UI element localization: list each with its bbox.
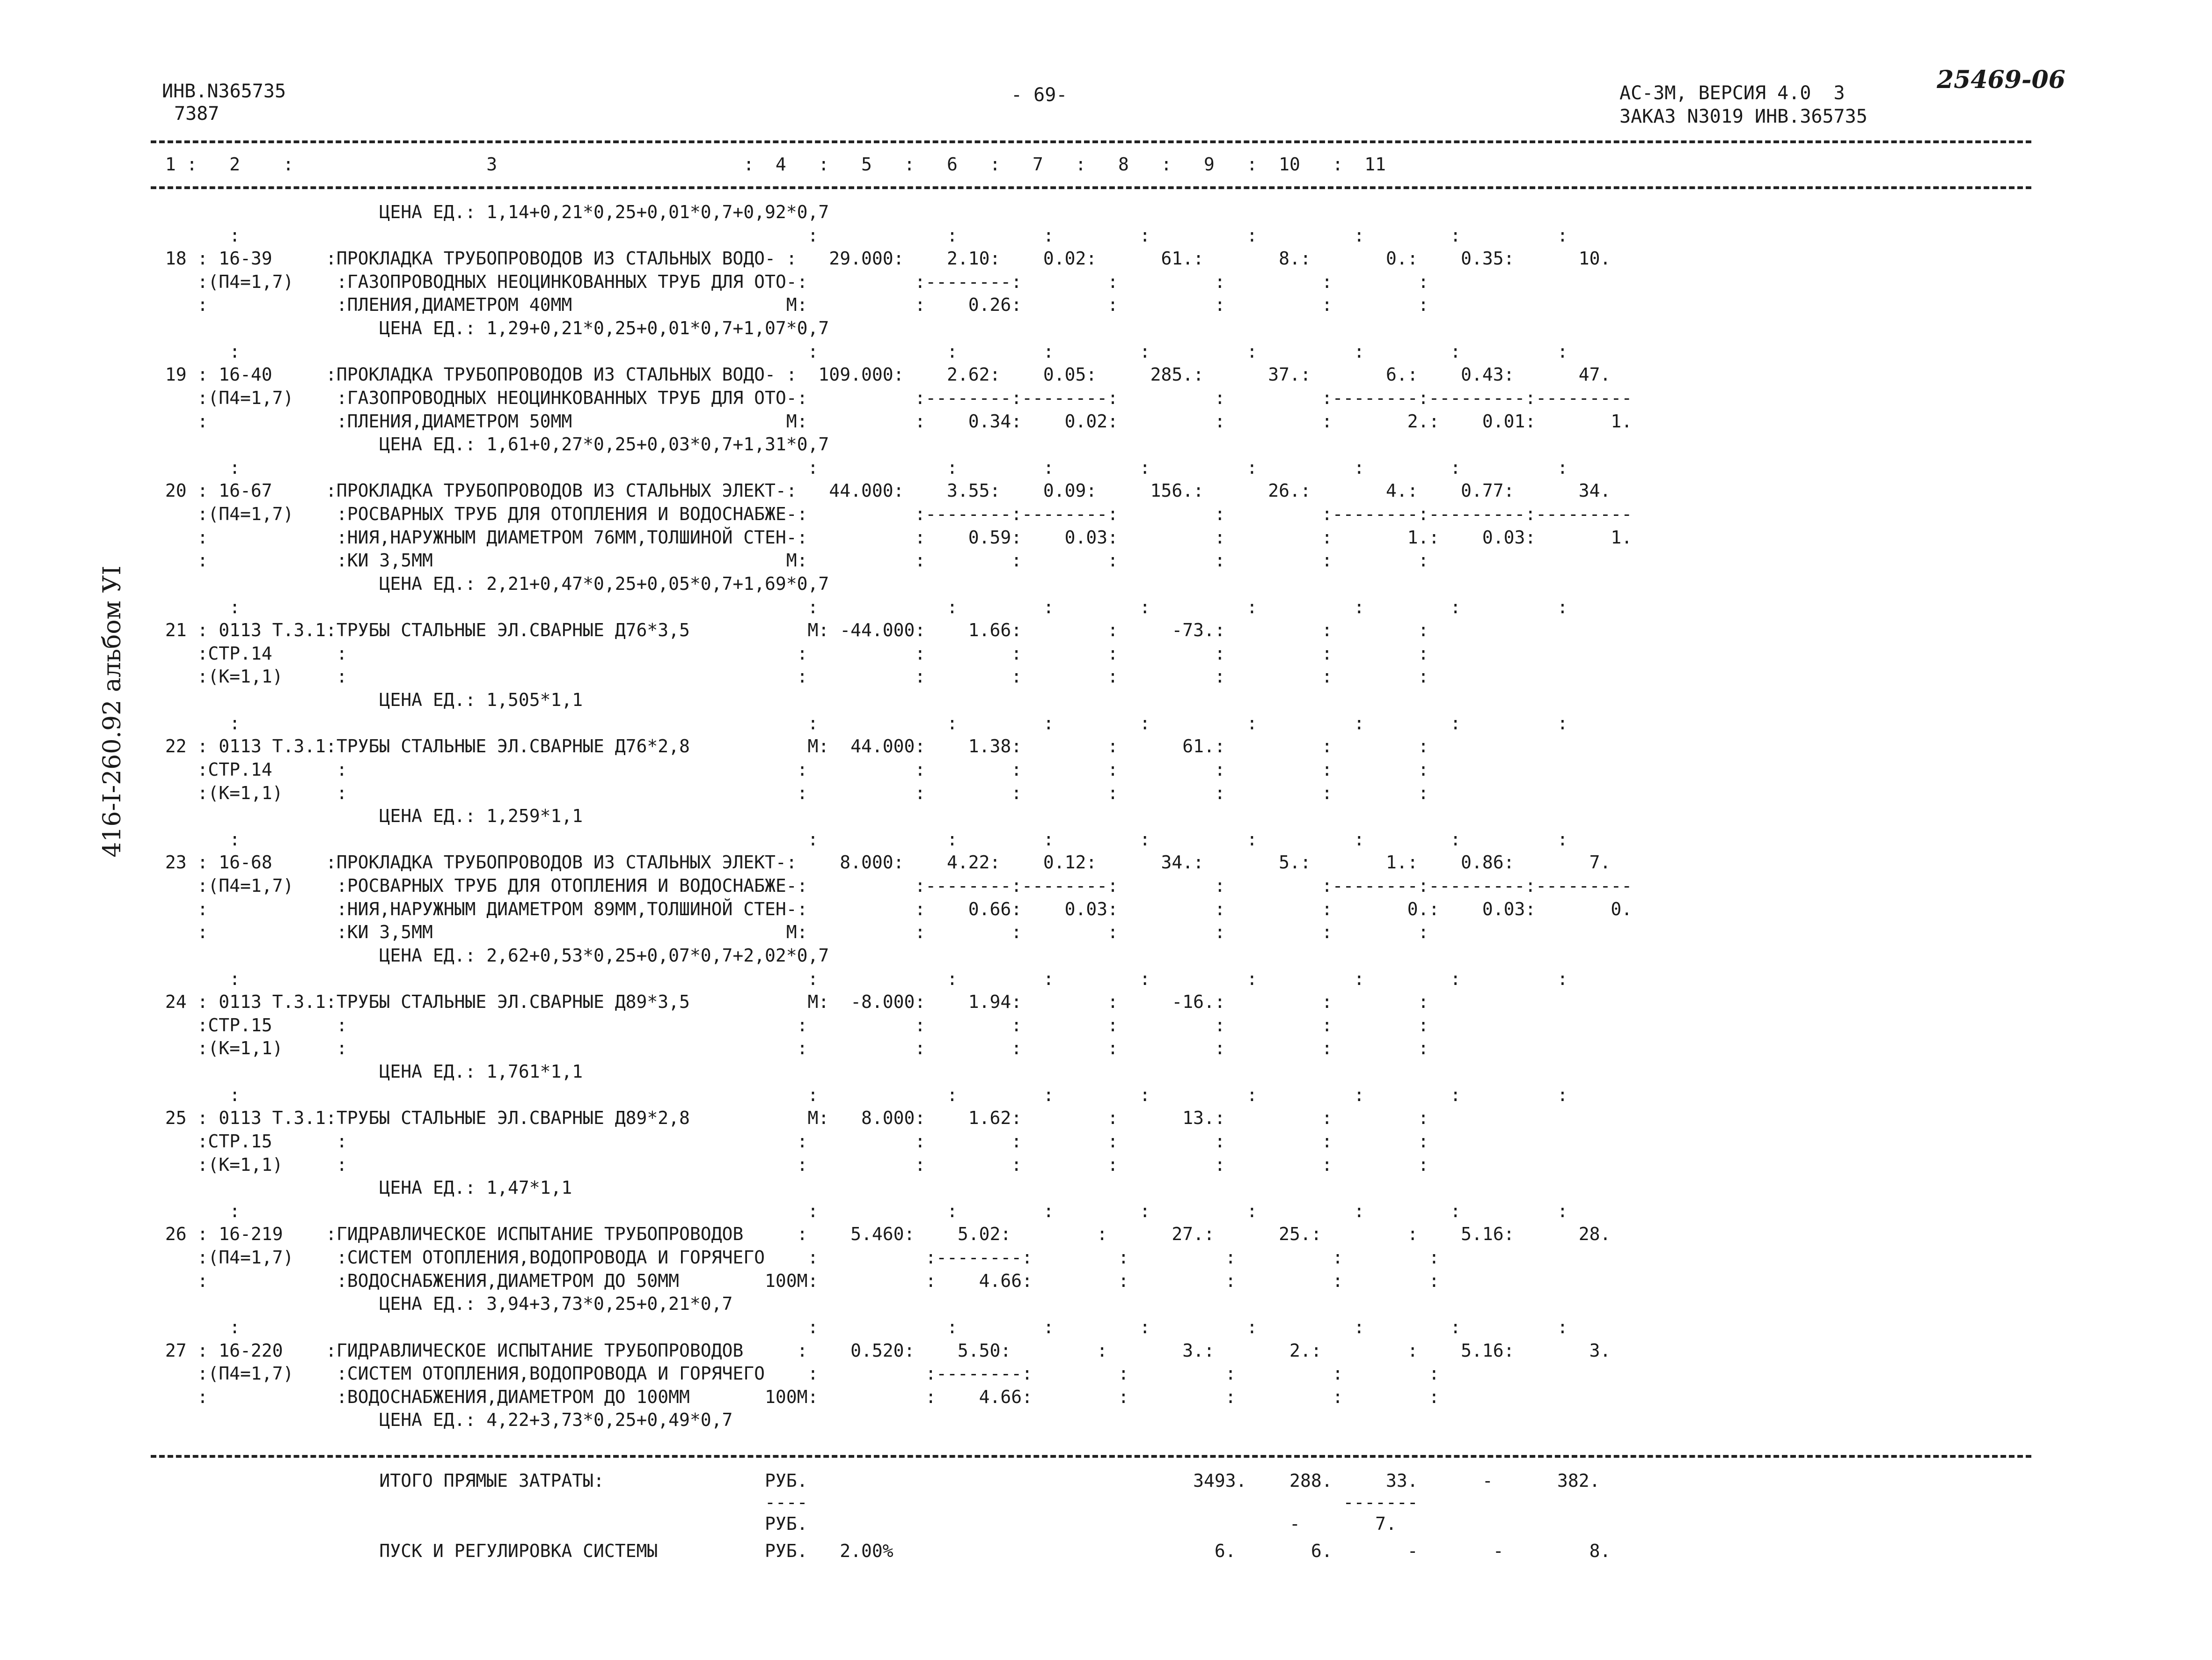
estimate-line: : :ПЛЕНИЯ,ДИАМЕТРОМ 40ММ М: : 0.26: : : : : [154, 294, 1525, 316]
estimate-line: :СТР.15 : : : : : : : : [154, 1131, 1525, 1152]
handwritten-number: 25469-06 [1937, 66, 2066, 94]
startup-adjustment-row: ПУСК И РЕГУЛИРОВКА СИСТЕМЫ РУБ. 2.00% 6. 6. - - 8. [154, 1541, 1611, 1561]
estimate-line: ЦЕНА ЕД.: 4,22+3,73*0,25+0,49*0,7 [154, 1410, 733, 1431]
estimate-line: : :ВОДОСНАБЖЕНИЯ,ДИАМЕТРОМ ДО 50ММ 100М: : 4.66: : : : : [154, 1270, 1536, 1291]
estimate-line: ЦЕНА ЕД.: 1,259*1,1 [154, 806, 583, 827]
estimate-line: : :КИ 3,5ММ М: : : : : : : [154, 550, 1525, 571]
program-version: АС-3М, ВЕРСИЯ 4.0 3 [1619, 82, 1845, 104]
estimate-line: 20 : 16-67 :ПРОКЛАДКА ТРУБОПРОВОДОВ ИЗ СТАЛЬНЫХ ЭЛЕКТ-: 44.000: 3.55: 0.09: 156.: 26.: 4.: 0.77: 34. [154, 480, 1611, 501]
estimate-line: 25 : 0113 Т.3.1:ТРУБЫ СТАЛЬНЫЕ ЭЛ.СВАРНЫЕ Д89*2,8 М: 8.000: 1.62: : 13.: : : [154, 1108, 1525, 1129]
estimate-line: ЦЕНА ЕД.: 2,21+0,47*0,25+0,05*0,7+1,69*0,7 [154, 573, 829, 594]
estimate-line: :(К=1,1) : : : : : : : : [154, 1038, 1525, 1059]
page-number: - 69- [1011, 84, 1068, 106]
estimate-line: ЦЕНА ЕД.: 3,94+3,73*0,25+0,21*0,7 [154, 1293, 733, 1315]
header-rule-bottom [151, 186, 2031, 189]
total-direct-costs: ИТОГО ПРЯМЫЕ ЗАТРАТЫ: РУБ. 3493. 288. 33. - 382. [154, 1470, 1600, 1491]
estimate-line: : : : : : : : : : [154, 1316, 1664, 1337]
estimate-line: :СТР.14 : : : : : : : : [154, 643, 1525, 664]
estimate-line: : : : : : : : : : [154, 225, 1664, 246]
inventory-number: ИНВ.N365735 [162, 81, 286, 102]
estimate-line: ЦЕНА ЕД.: 1,29+0,21*0,25+0,01*0,7+1,07*0,7 [154, 318, 829, 339]
estimate-line: 19 : 16-40 :ПРОКЛАДКА ТРУБОПРОВОДОВ ИЗ СТАЛЬНЫХ ВОДО- : 109.000: 2.62: 0.05: 285.: 37.: 6.: 0.43: 47. [154, 364, 1611, 385]
estimate-line: :(К=1,1) : : : : : : : : [154, 782, 1525, 803]
estimate-line: :СТР.15 : : : : : : : : [154, 1014, 1525, 1036]
estimate-line: 21 : 0113 Т.3.1:ТРУБЫ СТАЛЬНЫЕ ЭЛ.СВАРНЫЕ Д76*3,5 М: -44.000: 1.66: : -73.: : : [154, 620, 1525, 641]
estimate-line: : : : : : : : : : [154, 457, 1664, 478]
estimate-line: :СТР.14 : : : : : : : : [154, 759, 1525, 780]
estimate-line: : :ПЛЕНИЯ,ДИАМЕТРОМ 50ММ М: : 0.34: 0.02: : : 2.: 0.01: 1. [154, 411, 1633, 432]
estimate-line: ЦЕНА ЕД.: 1,61+0,27*0,25+0,03*0,7+1,31*0,7 [154, 434, 829, 455]
estimate-line: : : : : : : : : : [154, 1200, 1664, 1221]
total-separator: ---- ------- [154, 1492, 1418, 1513]
estimate-line: : : : : : : : : : [154, 712, 1664, 734]
estimate-line: 24 : 0113 Т.3.1:ТРУБЫ СТАЛЬНЫЕ ЭЛ.СВАРНЫЕ Д89*3,5 М: -8.000: 1.94: : -16.: : : [154, 992, 1525, 1013]
estimate-line: ЦЕНА ЕД.: 2,62+0,53*0,25+0,07*0,7+2,02*0,7 [154, 945, 829, 966]
estimate-line: ЦЕНА ЕД.: 1,505*1,1 [154, 690, 583, 711]
header-rule-top [151, 140, 2031, 143]
table-rule-bottom [151, 1455, 2031, 1458]
estimate-line: :(П4=1,7) :РОСВАРНЫХ ТРУБ ДЛЯ ОТОПЛЕНИЯ И ВОДОСНАБЖЕ-: :--------:--------: : :--------:---------:--------- [154, 875, 1633, 896]
estimate-line: ЦЕНА ЕД.: 1,761*1,1 [154, 1061, 583, 1082]
estimate-line: 27 : 16-220 :ГИДРАВЛИЧЕСКОЕ ИСПЫТАНИЕ ТРУБОПРОВОДОВ : 0.520: 5.50: : 3.: 2.: : 5.16: 3. [154, 1340, 1611, 1361]
estimate-line: 26 : 16-219 :ГИДРАВЛИЧЕСКОЕ ИСПЫТАНИЕ ТРУБОПРОВОДОВ : 5.460: 5.02: : 27.: 25.: : 5.16: 28. [154, 1224, 1611, 1245]
estimate-line: :(П4=1,7) :СИСТЕМ ОТОПЛЕНИЯ,ВОДОПРОВОДА И ГОРЯЧЕГО : :--------: : : : : [154, 1363, 1536, 1384]
column-header: 1 : 2 : 3 : 4 : 5 : 6 : 7 : 8 : 9 : 10 : 11 [154, 154, 1386, 175]
estimate-line: : :НИЯ,НАРУЖНЫМ ДИАМЕТРОМ 89ММ,ТОЛШИНОЙ СТЕН-: : 0.66: 0.03: : : 0.: 0.03: 0. [154, 898, 1633, 919]
estimate-line: :(П4=1,7) :СИСТЕМ ОТОПЛЕНИЯ,ВОДОПРОВОДА И ГОРЯЧЕГО : :--------: : : : : [154, 1247, 1536, 1268]
estimate-line: :(К=1,1) : : : : : : : : [154, 1154, 1525, 1175]
estimate-line: : : : : : : : : : [154, 829, 1664, 850]
estimate-line: : : : : : : : : : [154, 1084, 1664, 1105]
estimate-line: 22 : 0113 Т.3.1:ТРУБЫ СТАЛЬНЫЕ ЭЛ.СВАРНЫЕ Д76*2,8 М: 44.000: 1.38: : 61.: : : [154, 736, 1525, 757]
margin-album-label: 416-I-260.92 альбом УI [98, 566, 126, 858]
estimate-line: 23 : 16-68 :ПРОКЛАДКА ТРУБОПРОВОДОВ ИЗ СТАЛЬНЫХ ЭЛЕКТ-: 8.000: 4.22: 0.12: 34.: 5.: 1.: 0.86: 7. [154, 852, 1611, 873]
order-number: ЗАКАЗ N3019 ИНВ.365735 [1619, 106, 1868, 127]
estimate-line: : :КИ 3,5ММ М: : : : : : : [154, 922, 1525, 943]
sub-number: 7387 [174, 103, 220, 125]
estimate-line: : : : : : : : : : [154, 968, 1664, 989]
estimate-line: ЦЕНА ЕД.: 1,14+0,21*0,25+0,01*0,7+0,92*0,7 [154, 202, 829, 222]
total-sub-row: РУБ. - 7. [154, 1513, 1397, 1534]
estimate-line: :(К=1,1) : : : : : : : : [154, 666, 1525, 687]
estimate-line: :(П4=1,7) :ГАЗОПРОВОДНЫХ НЕОЦИНКОВАННЫХ ТРУБ ДЛЯ ОТО-: :--------: : : : : [154, 271, 1525, 292]
estimate-line: :(П4=1,7) :РОСВАРНЫХ ТРУБ ДЛЯ ОТОПЛЕНИЯ И ВОДОСНАБЖЕ-: :--------:--------: : :--------:---------:--------- [154, 504, 1633, 525]
estimate-line: :(П4=1,7) :ГАЗОПРОВОДНЫХ НЕОЦИНКОВАННЫХ ТРУБ ДЛЯ ОТО-: :--------:--------: : :--------:---------:--------- [154, 387, 1633, 408]
estimate-line: 18 : 16-39 :ПРОКЛАДКА ТРУБОПРОВОДОВ ИЗ СТАЛЬНЫХ ВОДО- : 29.000: 2.10: 0.02: 61.: 8.: 0.: 0.35: 10. [154, 248, 1611, 269]
estimate-line: : : : : : : : : : [154, 596, 1664, 617]
estimate-line: : :ВОДОСНАБЖЕНИЯ,ДИАМЕТРОМ ДО 100ММ 100М: : 4.66: : : : : [154, 1386, 1536, 1407]
estimate-line: : : : : : : : : : [154, 341, 1664, 362]
estimate-line: : :НИЯ,НАРУЖНЫМ ДИАМЕТРОМ 76ММ,ТОЛШИНОЙ СТЕН-: : 0.59: 0.03: : : 1.: 0.03: 1. [154, 527, 1633, 548]
estimate-line: ЦЕНА ЕД.: 1,47*1,1 [154, 1177, 572, 1198]
